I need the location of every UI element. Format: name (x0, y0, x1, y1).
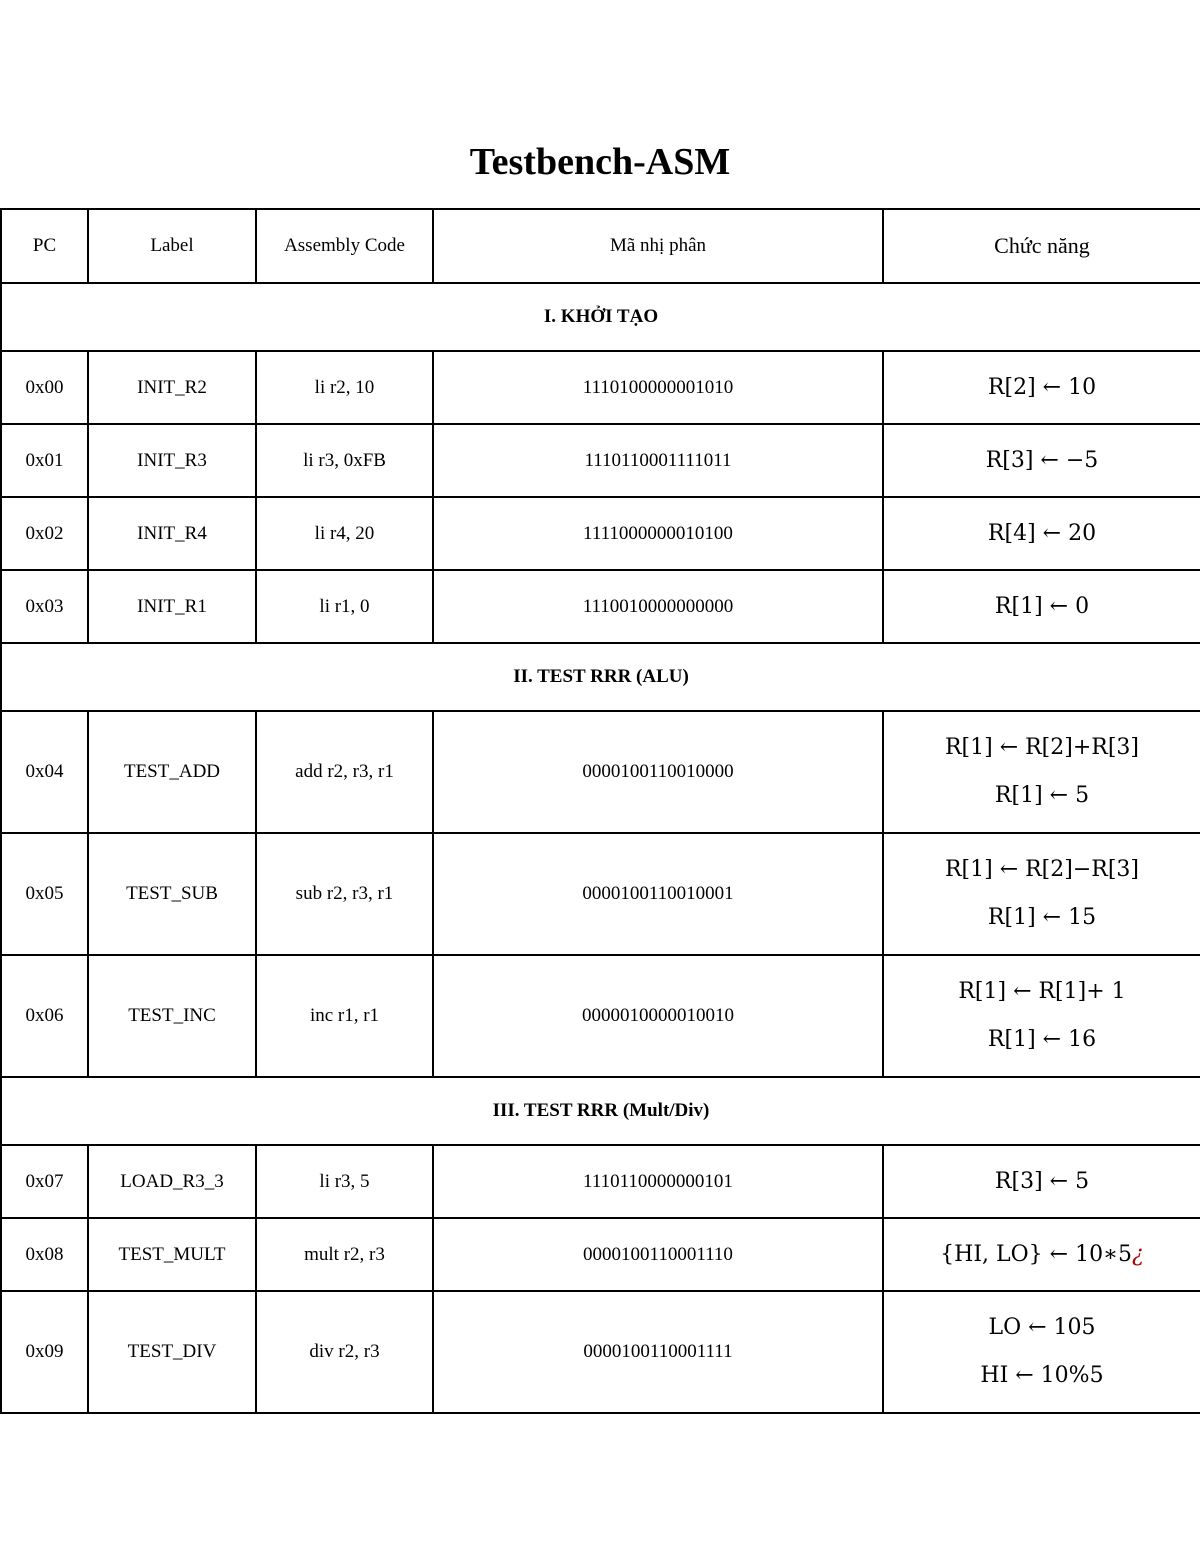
function-line: R[3] ← −5 (985, 447, 1099, 473)
function-cell (883, 711, 1200, 833)
label-cell: INIT_R1 (88, 570, 256, 643)
function-line: R[1] ← R[2]−R[3] (944, 857, 1140, 882)
section-row (1, 283, 1200, 351)
function-cell (883, 1145, 1200, 1218)
table-row (1, 351, 1200, 424)
inverted-question-glyph: ¿ (1132, 1241, 1144, 1267)
function-cell (883, 497, 1200, 570)
function-cell (883, 424, 1200, 497)
function-line: R[1] ← R[1]+ 1 (958, 979, 1126, 1004)
header-function: Chức năng (883, 209, 1200, 283)
function-line: R[1] ← 15 (987, 905, 1097, 930)
label-cell: TEST_SUB (88, 833, 256, 955)
assembly-cell: mult r2, r3 (256, 1218, 433, 1291)
label-cell: LOAD_R3_3 (88, 1145, 256, 1218)
label-cell: INIT_R3 (88, 424, 256, 497)
function-text: {HI, LO} ← 10∗5 (940, 1241, 1133, 1267)
section-title: I. KHỞI TẠO (1, 283, 1200, 351)
assembly-cell: li r3, 0xFB (256, 424, 433, 497)
binary-cell: 0000100110010001 (433, 833, 883, 955)
pc-cell: 0x07 (1, 1145, 88, 1218)
binary-cell: 0000100110001111 (433, 1291, 883, 1413)
pc-cell: 0x05 (1, 833, 88, 955)
instruction-table (0, 208, 1200, 1414)
table-row (1, 1218, 1200, 1291)
function-line: HI ← 10%5 (980, 1363, 1104, 1388)
pc-cell: 0x04 (1, 711, 88, 833)
header-binary-code: Mã nhị phân (433, 209, 883, 283)
binary-cell: 1110100000001010 (433, 351, 883, 424)
function-line: R[2] ← 10 (987, 374, 1097, 400)
assembly-cell: sub r2, r3, r1 (256, 833, 433, 955)
function-line: R[1] ← R[2]+R[3] (944, 735, 1140, 760)
function-line: LO ← 105 (988, 1315, 1096, 1340)
pc-cell: 0x00 (1, 351, 88, 424)
pc-cell: 0x03 (1, 570, 88, 643)
function-line: R[4] ← 20 (987, 520, 1097, 546)
label-cell: TEST_MULT (88, 1218, 256, 1291)
function-line: R[1] ← 5 (994, 783, 1090, 808)
table-row (1, 955, 1200, 1077)
function-line: R[1] ← 16 (987, 1027, 1097, 1052)
table-row (1, 570, 1200, 643)
label-cell: INIT_R2 (88, 351, 256, 424)
section-row (1, 643, 1200, 711)
binary-cell: 1110110000000101 (433, 1145, 883, 1218)
pc-cell: 0x02 (1, 497, 88, 570)
table-row (1, 1291, 1200, 1413)
section-row (1, 1077, 1200, 1145)
table-row (1, 424, 1200, 497)
assembly-cell: inc r1, r1 (256, 955, 433, 1077)
page-title: Testbench-ASM (469, 141, 731, 183)
header-pc: PC (1, 209, 88, 283)
pc-cell: 0x06 (1, 955, 88, 1077)
pc-cell: 0x01 (1, 424, 88, 497)
function-cell (883, 1218, 1200, 1291)
header-assembly-code: Assembly Code (256, 209, 433, 283)
table-row (1, 833, 1200, 955)
function-cell (883, 570, 1200, 643)
binary-cell: 1110010000000000 (433, 570, 883, 643)
label-cell: TEST_INC (88, 955, 256, 1077)
assembly-cell: li r1, 0 (256, 570, 433, 643)
binary-cell: 0000010000010010 (433, 955, 883, 1077)
binary-cell: 1110110001111011 (433, 424, 883, 497)
header-label: Label (88, 209, 256, 283)
label-cell: TEST_DIV (88, 1291, 256, 1413)
table-row (1, 497, 1200, 570)
label-cell: INIT_R4 (88, 497, 256, 570)
function-line: R[3] ← 5 (994, 1168, 1090, 1194)
section-title: II. TEST RRR (ALU) (1, 643, 1200, 711)
function-line (884, 1231, 1200, 1279)
table-row (1, 1145, 1200, 1218)
binary-cell: 0000100110001110 (433, 1218, 883, 1291)
assembly-cell: div r2, r3 (256, 1291, 433, 1413)
function-line: R[1] ← 0 (994, 593, 1090, 619)
assembly-cell: li r3, 5 (256, 1145, 433, 1218)
assembly-cell: li r2, 10 (256, 351, 433, 424)
function-cell (883, 1291, 1200, 1413)
pc-cell: 0x08 (1, 1218, 88, 1291)
table-row (1, 711, 1200, 833)
function-cell (883, 833, 1200, 955)
table-header-row (1, 209, 1200, 283)
label-cell: TEST_ADD (88, 711, 256, 833)
binary-cell: 1111000000010100 (433, 497, 883, 570)
section-title: III. TEST RRR (Mult/Div) (1, 1077, 1200, 1145)
function-cell (883, 351, 1200, 424)
function-cell (883, 955, 1200, 1077)
pc-cell: 0x09 (1, 1291, 88, 1413)
assembly-cell: add r2, r3, r1 (256, 711, 433, 833)
binary-cell: 0000100110010000 (433, 711, 883, 833)
assembly-cell: li r4, 20 (256, 497, 433, 570)
